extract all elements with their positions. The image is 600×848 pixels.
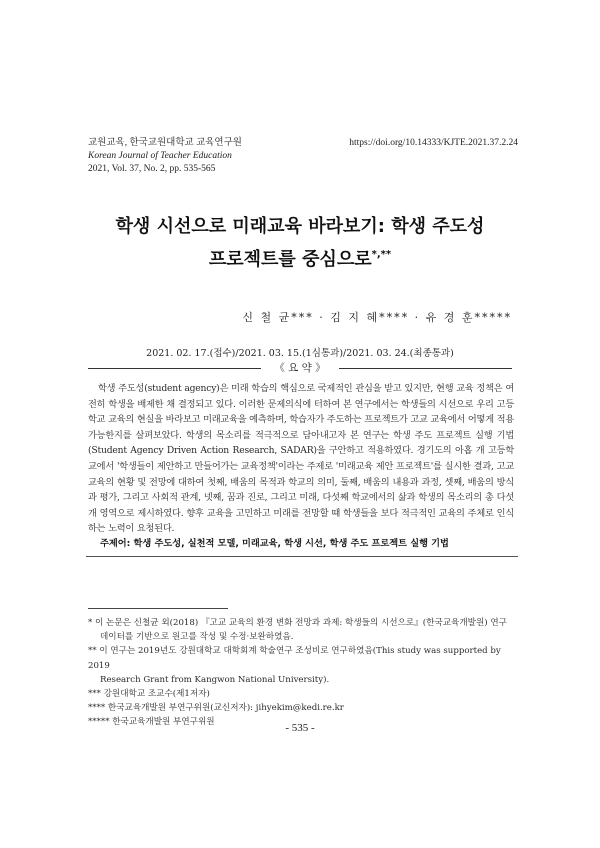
publisher-text: 교원교육, 한국교원대학교 교육연구원 (88, 138, 242, 148)
footnote-4: **** 한국교육개발원 부연구위원(교신저자): jihyekim@kedi.re.kr (88, 703, 344, 714)
keywords-divider (86, 556, 518, 557)
doi-link[interactable]: https://doi.org/10.14333/KJTE.2021.37.2.24 (349, 138, 518, 148)
abstract-text: 학생 주도성(student agency)은 미래 학습의 핵심으로 국제적인 관심을 받고 있지만, 현행 교육 정책은 여전히 학생을 배제한 채 결정되고 있다. 이러한 문제의식에 터하여 본 연구에서는 학생들의 시선으로 우리 고등학교 교육의 현실을 바라보고 미래교육을 예측하며, 학습자가 주도하는 프로젝트가 고교 교육에서 어떻게 적용가능한지를 살펴보았다. 학생의 목소리를 적극적으로 담아내고자 본 연구는 학생 주도 프로젝트 실행 기법(Student Agency Driven Action Research, SADAR)을 구안하고 적용하였다. 경기도의 아홉 개 고등학교에서 '학생들이 제안하고 만들어가는 교육정책'이라는 주제로 '미래교육 제안 프로젝트'를 실시한 결과, 고교교육의 현황 및 전망에 대하여 첫째, 배움의 목적과 학교의 의미, 둘째, 배움의 내용과 과정, 셋째, 배움의 방식과 평가, 그리고 사회적 관계, 넷째, 꿈과 진로, 그리고 미래, 다섯째 학교에서의 삶과 학생의 목소리의 총 다섯 개 영역으로 제시하였다. 향후 교육을 고민하고 미래를 전망할 때 학생들을 보다 적극적인 교육의 주체로 인식하는 노력이 요청된다. (88, 383, 514, 535)
footnote-2: ** 이 연구는 2019년도 강원대학교 대학회계 학술연구 조성비로 연구하였음(This study was supported by 2019 (88, 646, 501, 671)
footnote-1: * 이 논문은 신철균 외(2018) 『고교 교육의 환경 변화 전망과 과제: 학생들의 시선으로』(한국교육개발원) 연구 (88, 618, 507, 628)
volume-info: 2021, Vol. 37, No. 2, pp. 535-565 (88, 164, 216, 174)
author-list: 신 철 균*** · 김 지 혜**** · 유 경 훈***** (242, 311, 512, 324)
journal-name: Korean Journal of Teacher Education (88, 151, 232, 161)
submission-dates: 2021. 02. 17.(접수)/2021. 03. 15.(1심통과)/2021. 03. 24.(최종통과) (146, 348, 454, 359)
footnote-1-cont: 데이터를 기반으로 원고를 작성 및 수정·보완하였음. (100, 632, 294, 643)
footnotes (88, 616, 520, 730)
footnote-3: *** 강원대학교 조교수(제1저자) (88, 689, 210, 700)
footnote-2-cont: Research Grant from Kangwon National University). (100, 674, 330, 685)
paper-title (60, 213, 540, 274)
abstract-heading (60, 360, 540, 376)
abstract-heading-rule-right (339, 368, 512, 369)
page-number: - 535 - (285, 722, 315, 734)
abstract-label: 《 요 약 》 (274, 362, 326, 374)
title-line-2: 프로젝트를 중심으로 (208, 249, 372, 270)
keywords-line: 주제어: 학생 주도성, 실천적 모델, 미래교육, 학생 시선, 학생 주도 프로젝트 실행 기법 (100, 538, 449, 549)
footnote-5: ***** 한국교육개발원 부연구위원 (88, 717, 215, 728)
footnote-divider (88, 608, 228, 609)
title-footnote-marks: *,** (371, 249, 392, 260)
journal-header (88, 137, 518, 176)
title-line-1: 학생 시선으로 미래교육 바라보기: 학생 주도성 (115, 216, 485, 237)
